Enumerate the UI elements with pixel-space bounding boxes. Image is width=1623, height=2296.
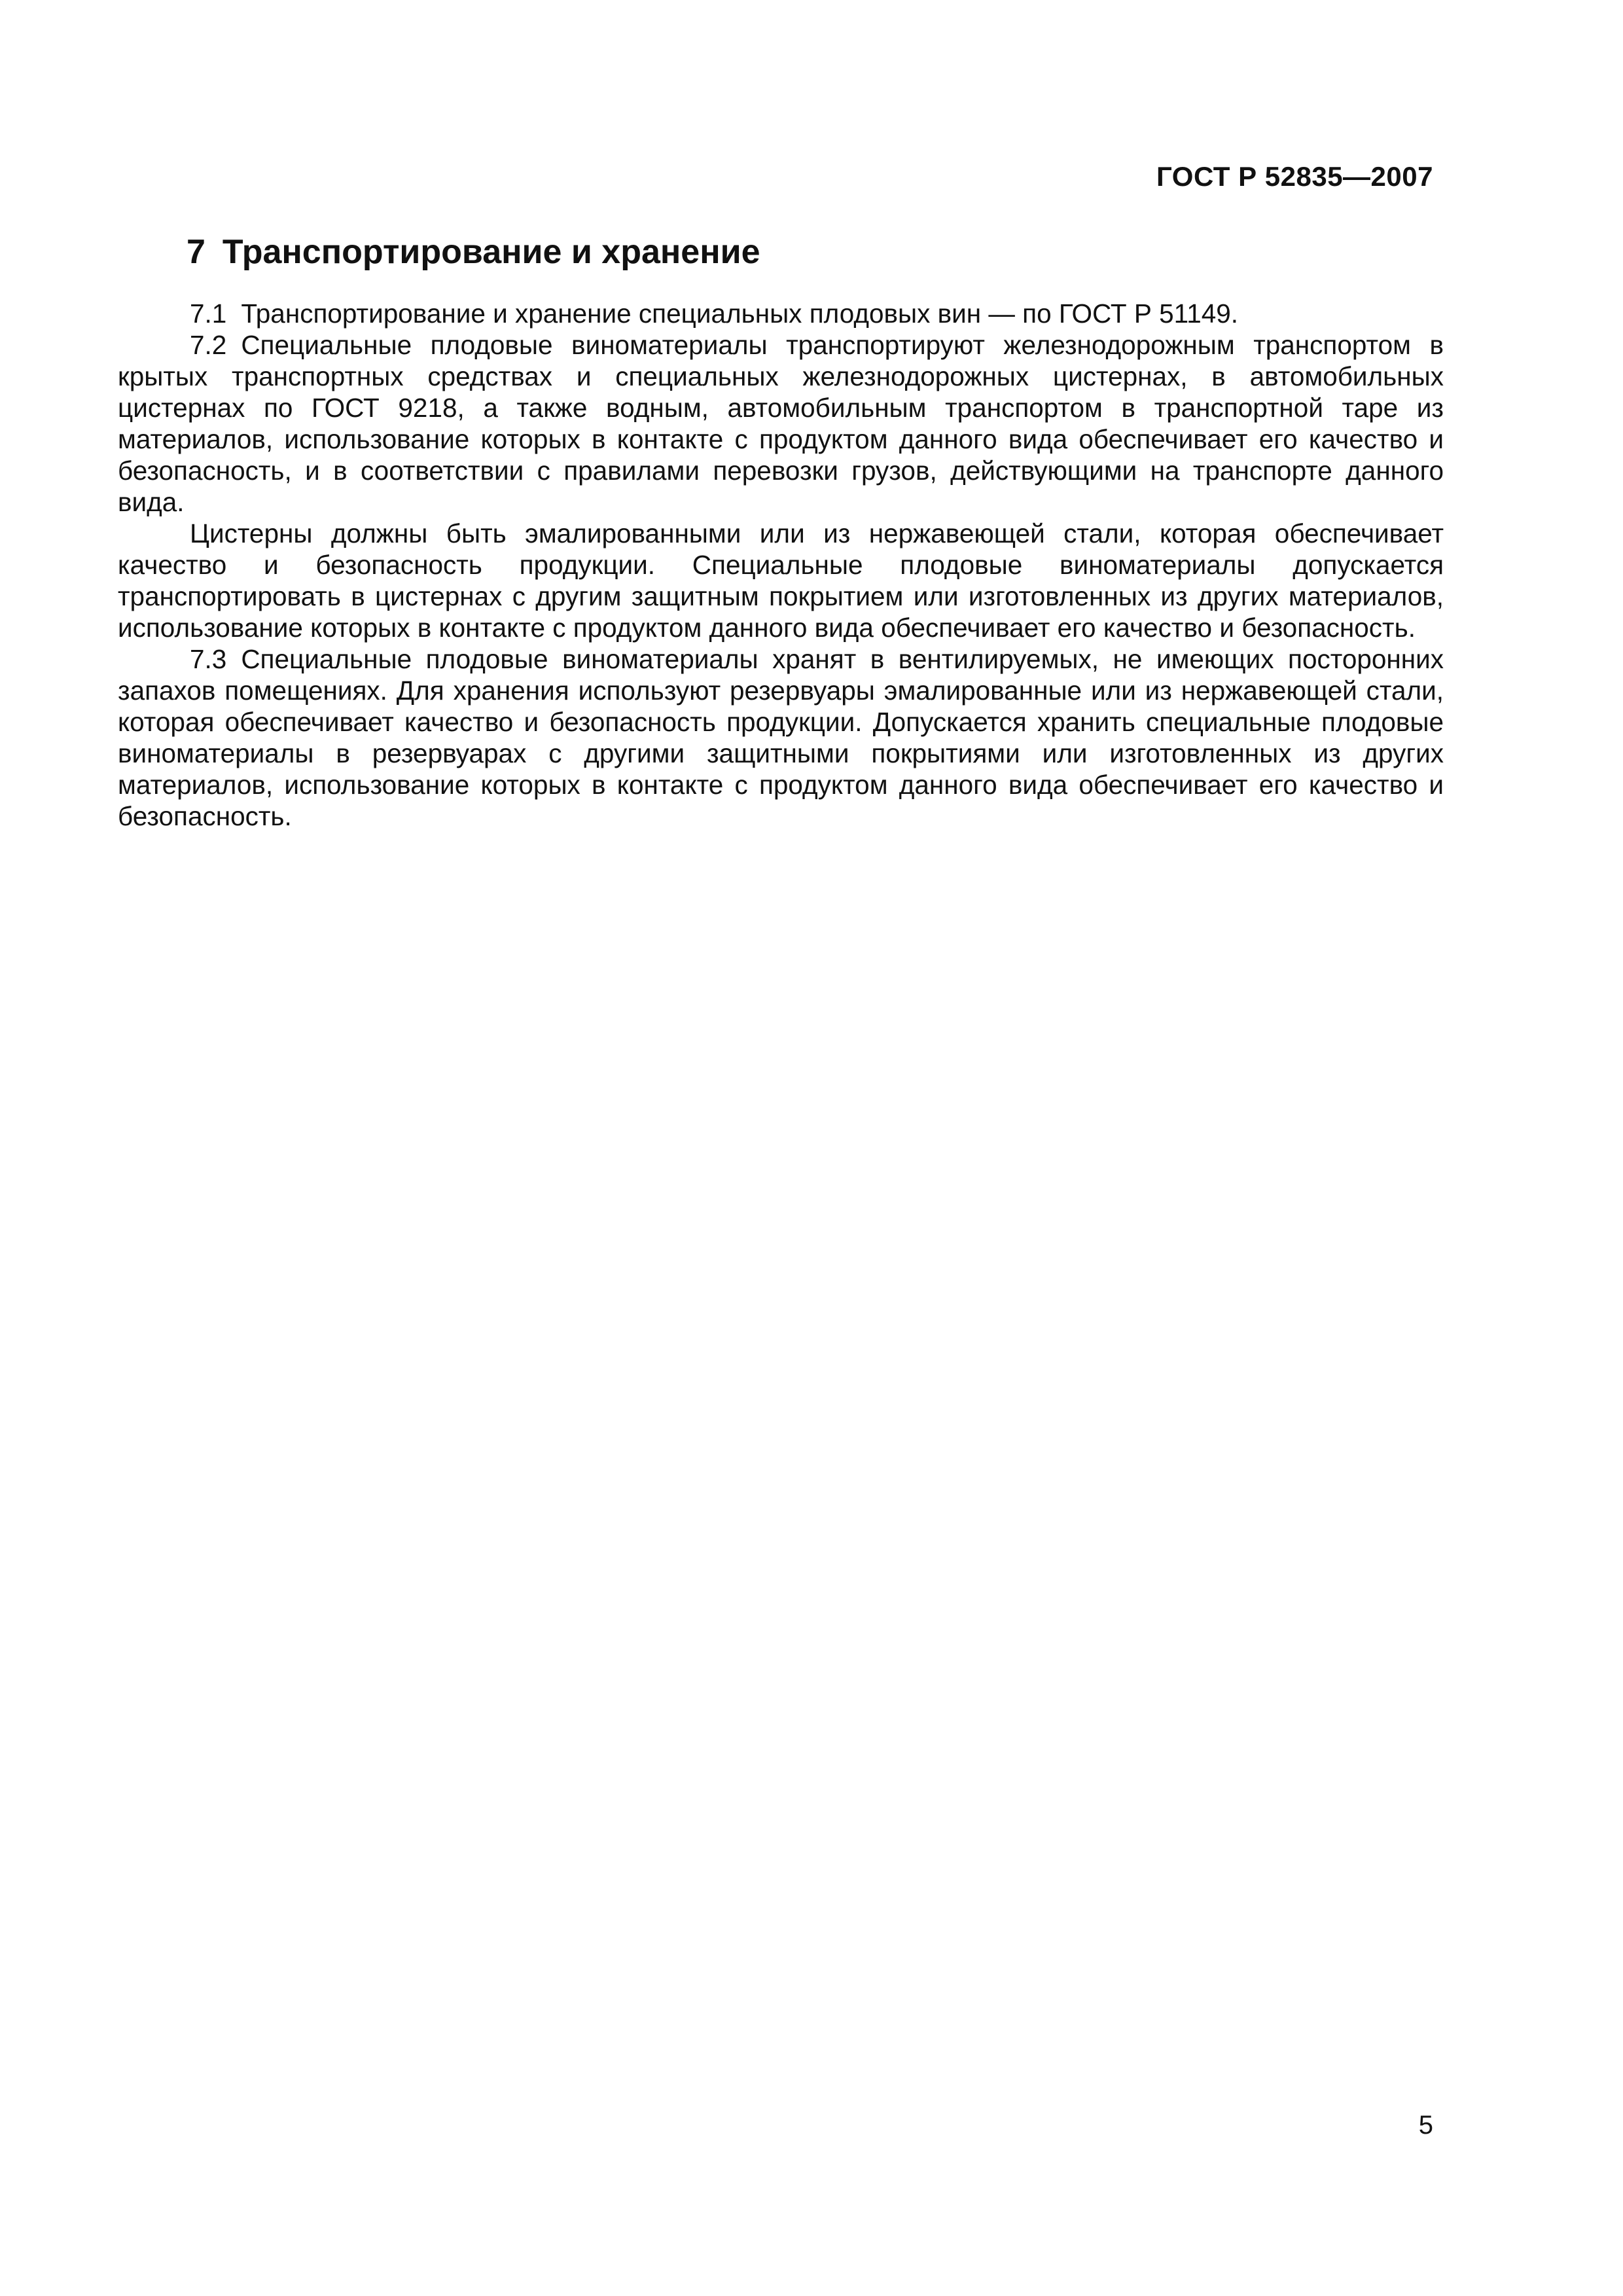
paragraph-text: Транспортирование и хранение специальных плодовых вин — по ГОСТ Р 51149. (241, 298, 1239, 329)
section-title-text: Транспортирование и хранение (222, 233, 760, 271)
paragraph-text: Цистерны должны быть эмалированными или из нержавеющей стали, которая обеспечивает качество и безопасность продукции. Специальные плодовые виноматериалы допускается транспортировать в цистернах с другим защитным покрытием или изготовленных из других материалов, использование которых в контакте с продуктом данного вида обеспечивает его качество и безопасность. (118, 518, 1444, 643)
section-body (118, 298, 1444, 832)
page-number: 5 (1418, 2111, 1433, 2140)
document-standard-id: ГОСТ Р 52835—2007 (1156, 161, 1433, 192)
paragraph-number: 7.2 (190, 330, 227, 360)
paragraph-number: 7.3 (190, 644, 227, 674)
paragraph-7-3 (118, 643, 1444, 832)
paragraph-text: Специальные плодовые виноматериалы хранят в вентилируемых, не имеющих посторонних запахов помещениях. Для хранения используют резервуары эмалированные или из нержавеющей стали, которая обеспечивает качество и безопасность продукции. Допускается хранить специальные плодовые виноматериалы в резервуарах с другими защитными покрытиями или изготовленных из других материалов, использование которых в контакте с продуктом данного вида обеспечивает его качество и безопасность. (118, 644, 1444, 831)
section-number: 7 (187, 233, 205, 271)
paragraph-7-2-continued (118, 518, 1444, 643)
paragraph-7-1 (118, 298, 1444, 329)
section-heading (187, 232, 760, 272)
paragraph-text: Специальные плодовые виноматериалы транспортируют железнодорожным транспортом в крытых транспортных средствах и специальных железнодорожных цистернах, в автомобильных цистернах по ГОСТ 9218, а также водным, автомобильным транспортом в транспортной таре из материалов, использование которых в контакте с продуктом данного вида обеспечивает его качество и безопасность, и в соответствии с правилами перевозки грузов, действующими на транспорте данного вида. (118, 330, 1444, 517)
paragraph-7-2 (118, 329, 1444, 518)
paragraph-number: 7.1 (190, 298, 227, 329)
